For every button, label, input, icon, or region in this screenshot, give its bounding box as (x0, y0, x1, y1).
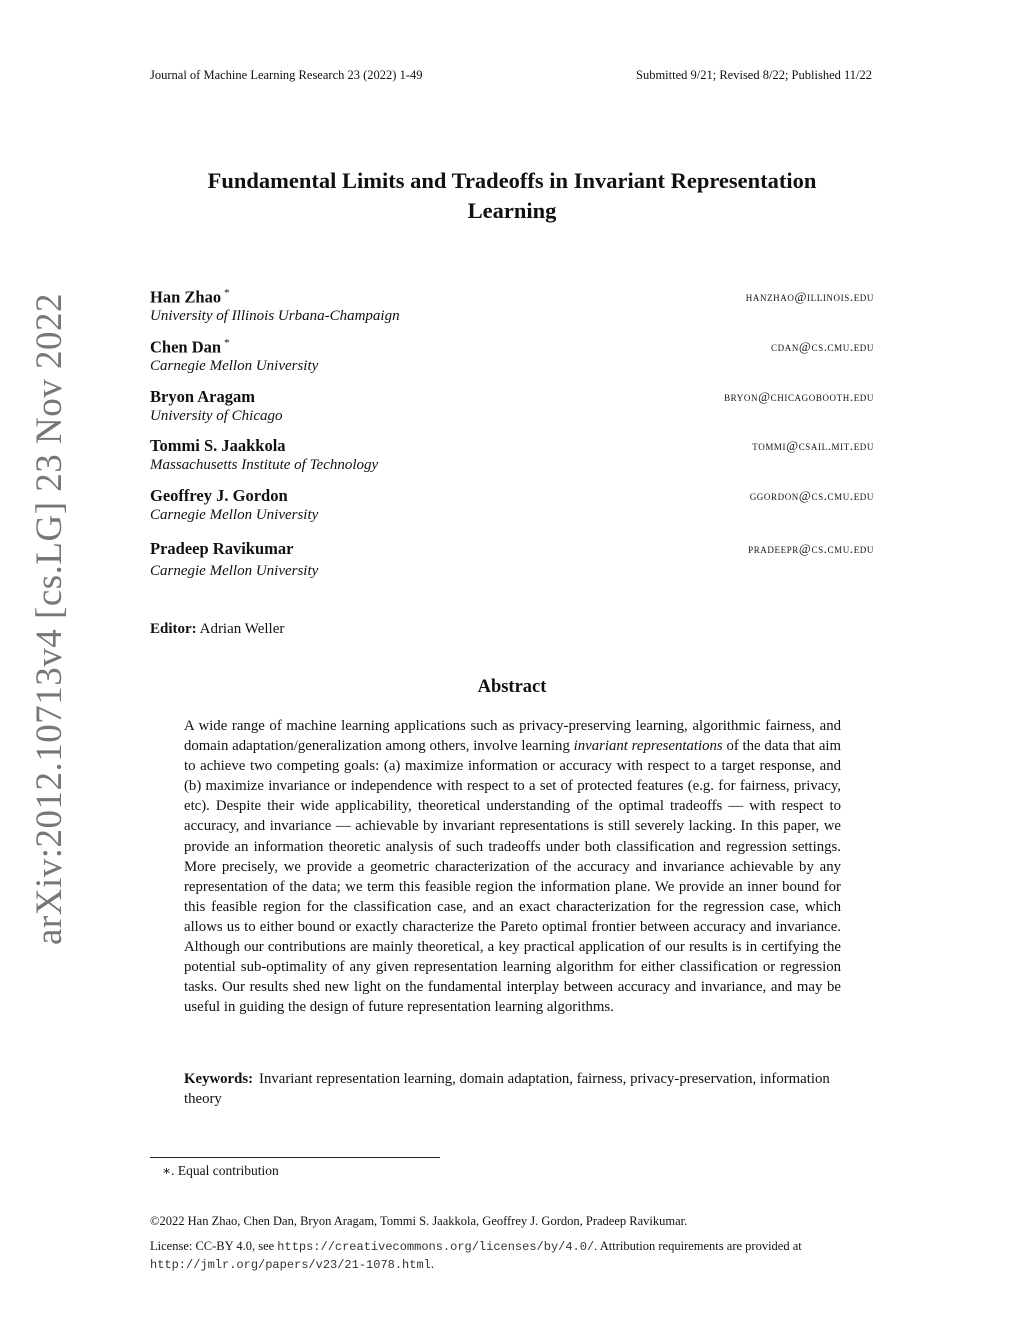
license-suffix: . (430, 1257, 434, 1271)
author-email[interactable]: tommi@csail.mit.edu (752, 438, 874, 453)
license-middle: . Attribution requirements are provided at (594, 1239, 802, 1253)
author-name: Pradeep Ravikumar (150, 539, 294, 558)
author-name: Geoffrey J. Gordon (150, 486, 288, 505)
keywords (184, 1069, 841, 1109)
license-prefix: License: CC-BY 4.0, see (150, 1239, 278, 1253)
author-tommi-jaakkola (150, 436, 874, 474)
equal-contribution-mark: * (224, 287, 230, 299)
author-email[interactable]: hanzhao@illinois.edu (745, 289, 874, 304)
author-geoffrey-gordon (150, 486, 874, 524)
author-email[interactable]: cdan@cs.cmu.edu (771, 339, 874, 354)
license-url-link[interactable]: https://creativecommons.org/licenses/by/4.0/ (277, 1240, 595, 1254)
author-email[interactable]: ggordon@cs.cmu.edu (749, 488, 874, 503)
keywords-text: Invariant representation learning, domain adaptation, fairness, privacy-preservation, information theory (184, 1071, 830, 1108)
arxiv-identifier-stamp: arXiv:2012.10713v4 [cs.LG] 23 Nov 2022 (29, 292, 70, 945)
jmlr-url-link[interactable]: http://jmlr.org/papers/v23/21-1078.html (150, 1258, 431, 1272)
keywords-label: Keywords: (184, 1071, 254, 1087)
author-email[interactable]: pradeepr@cs.cmu.edu (748, 541, 874, 556)
equal-contribution-mark: * (224, 337, 230, 349)
abstract-text-start: A wide range of machine learning applications such as privacy-preserving learning, algorithmic fairness, and domain adaptation/generalization among others, involve learning (184, 718, 841, 755)
author-affiliation: Carnegie Mellon University (150, 563, 319, 579)
author-email[interactable]: bryon@chicagobooth.edu (724, 389, 874, 404)
editor-label: Editor: (150, 621, 197, 637)
editor-name: Adrian Weller (199, 621, 285, 637)
author-han-zhao (150, 287, 874, 325)
author-name: Han Zhao (150, 287, 222, 307)
running-header-dates: Submitted 9/21; Revised 8/22; Published 11/22 (636, 68, 872, 82)
footnote-rule (150, 1157, 440, 1158)
abstract-text-rest: of the data that aim to achieve two competing goals: (a) maximize information or accuracy with respect to a target response, and (b) maximize invariance or independence with respect to a set of protected features (e.g. for fairness, privacy, etc). Despite their wide applicability, theoretical understanding of the optimal tradeoffs — with respect to accuracy, and invariance — achievable by invariant representations is still severely lacking. In this paper, we provide an information theoretic analysis of such tradeoffs under both classification and regression settings. More precisely, we provide a geometric characterization of the accuracy and invariance achievable by any representation of the data; we term this feasible region the information plane. We provide an inner bound for this feasible region for the classification case, and an exact characterization for the regression case, which allows us to either bound or exactly characterize the Pareto optimal frontier between accuracy and invariance. Although our contributions are mainly theoretical, a key practical application of our results is in certifying the potential sub-optimality of any given representation learning algorithm for either classification or regression tasks. Our results shed new light on the fundamental interplay between accuracy and invariance, and may be useful in guiding the design of future representation learning algorithms. (184, 738, 842, 1016)
paper-title-line-2: Learning (467, 198, 557, 223)
abstract-italic-term: invariant representations (573, 738, 723, 755)
author-pradeep-ravikumar (150, 539, 874, 580)
license-line (150, 1238, 874, 1274)
author-affiliation: Carnegie Mellon University (150, 358, 319, 374)
author-chen-dan (150, 337, 874, 375)
footnote-equal-contribution: ∗. Equal contribution (162, 1163, 279, 1178)
editor-line (150, 621, 284, 638)
paper-title (150, 166, 874, 226)
author-affiliation: Massachusetts Institute of Technology (150, 457, 379, 473)
abstract-heading: Abstract (477, 677, 547, 697)
paper-title-line-1: Fundamental Limits and Tradeoffs in Invariant Representation (207, 168, 817, 193)
author-affiliation: University of Chicago (150, 408, 283, 424)
abstract-body (184, 716, 841, 1017)
author-name: Chen Dan (150, 337, 222, 357)
copyright-line: ©2022 Han Zhao, Chen Dan, Bryon Aragam, Tommi S. Jaakkola, Geoffrey J. Gordon, Pradeep Ravikumar. (150, 1214, 688, 1228)
author-bryon-aragam (150, 387, 874, 425)
author-affiliation: Carnegie Mellon University (150, 507, 319, 523)
running-header-journal: Journal of Machine Learning Research 23 (2022) 1-49 (150, 68, 423, 82)
author-name: Tommi S. Jaakkola (150, 436, 286, 455)
author-affiliation: University of Illinois Urbana-Champaign (150, 308, 400, 324)
author-name: Bryon Aragam (150, 387, 255, 406)
